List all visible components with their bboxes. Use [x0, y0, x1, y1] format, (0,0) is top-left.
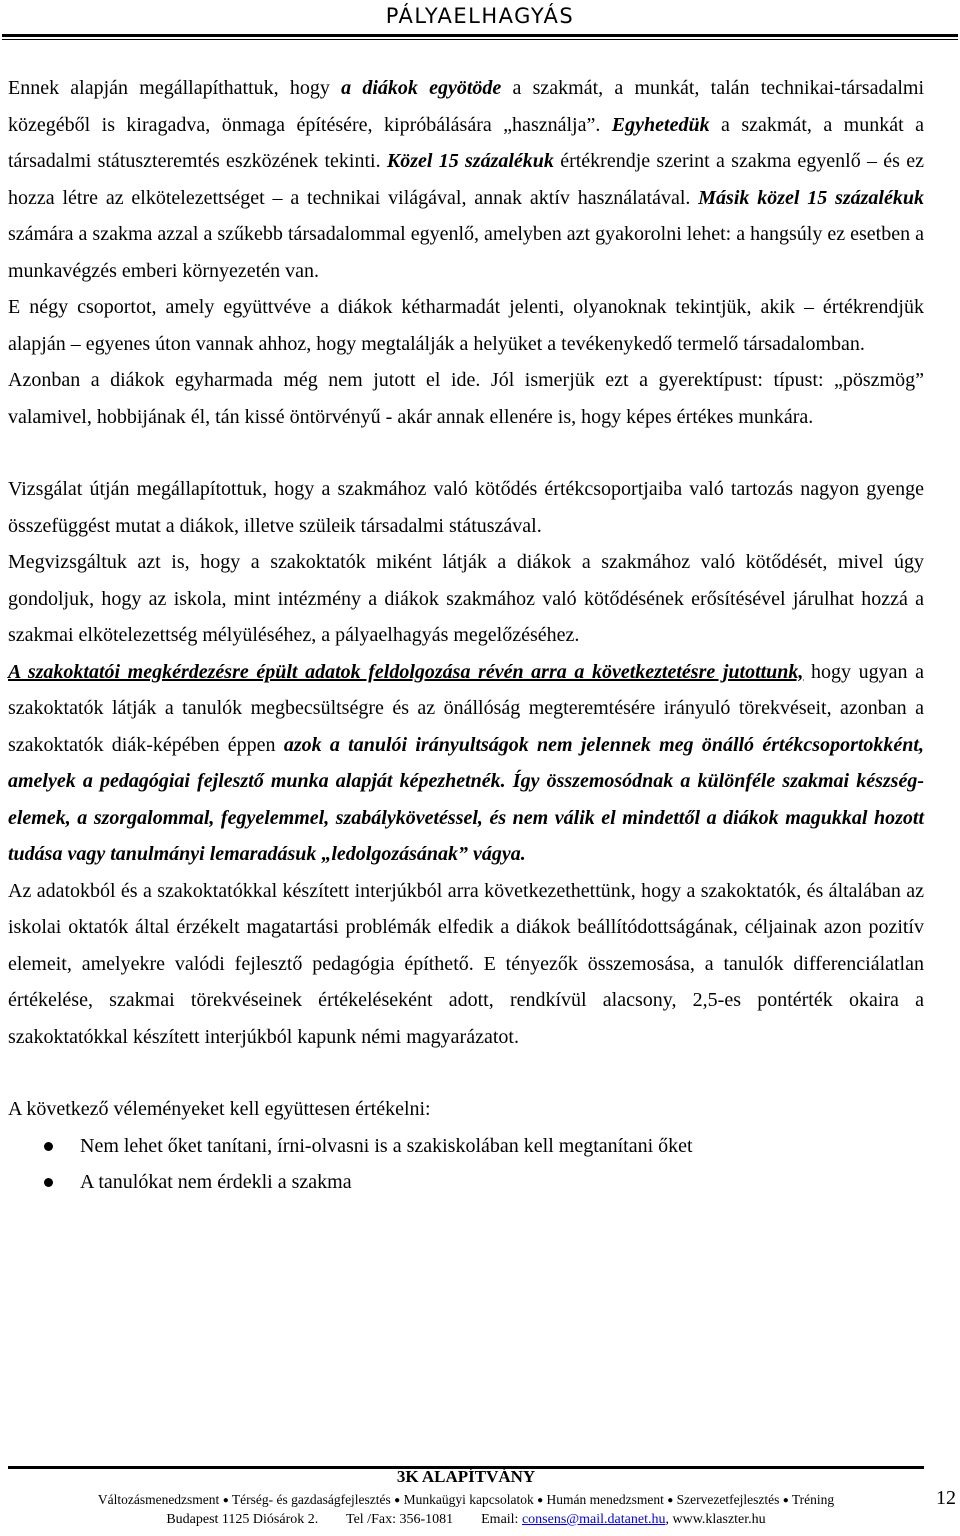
bullet-icon: ● [537, 1495, 544, 1506]
footer-email-label: Email: [481, 1512, 522, 1527]
header-title: PÁLYAELHAGYÁS [385, 4, 575, 28]
page-header [0, 0, 960, 38]
footer-address: Budapest 1125 Diósárok 2. [166, 1512, 319, 1527]
emphasis-underlined: A szakoktatói megkérdezésre épült adatok feldolgozása révén arra a következtetésre jutottunk, [8, 660, 804, 683]
paragraph-4: Vizsgálat útján megállapítottuk, hogy a szakmához való kötődés értékcsoportjaiba való tartozás nagyon gyenge összefüggést mutat a diákok, illetve szüleik társadalmi státuszával. [8, 478, 924, 537]
service-item: Humán menedzsment [546, 1492, 664, 1507]
header-rule [2, 34, 958, 37]
paragraph-3: Azonban a diákok egyharmada még nem jutott el ide. Jól ismerjük ezt a gyerektípust: típust: „pöszmög” valamivel, hobbijának él, tán kissé öntörvényű - akár annak ellenére is, hogy képes értékes munkára. [8, 369, 924, 428]
bullet-icon [44, 1142, 53, 1151]
service-item: Térség- és gazdaságfejlesztés [231, 1492, 391, 1507]
paragraph-8: A következő véleményeket kell együttesen értékelni: [8, 1098, 431, 1120]
bullet-icon: ● [667, 1495, 674, 1506]
bullet-icon [44, 1178, 53, 1187]
bullet-icon: ● [782, 1495, 789, 1506]
paragraph-6 [8, 654, 924, 873]
text: Ennek alapján megállapíthattuk, hogy [8, 77, 342, 99]
spacer [8, 1055, 924, 1091]
bullet-list [8, 1128, 924, 1201]
list-item-text: Nem lehet őket tanítani, írni-olvasni is a szakiskolában kell megtanítani őket [80, 1134, 693, 1157]
footer-contact [8, 1511, 924, 1529]
text: számára a szakma azzal a szűkebb társadalommal egyenlő, amelyben azt gyakorolni lehet: a hangsúly ez esetben a munkavégzés emberi környezetén van. [8, 223, 924, 282]
spacer [8, 435, 924, 471]
page-number: 12 [936, 1487, 956, 1509]
document-body [8, 70, 924, 1201]
text: a szakmát, a munkát a társadalmi státuszteremtés eszközének tekinti. [8, 113, 924, 172]
service-item: Változásmenedzsment [97, 1492, 220, 1507]
emphasis: azok a tanulói irányultságok nem jelennek meg önálló értékcsoportokként, amelyek a pedagógiai fejlesztő munka alapját képezhetnék. Így összemosódnak a különféle szakmai készség-elemek, a szorgalommal, fegyelemmel, szabálykövetéssel, és nem válik el mindettől a diákok magukkal hozott tudása vagy tanulmányi lemaradásuk „ledolgozásának” vágya. [8, 733, 924, 865]
emphasis: Közel 15 százalékuk [386, 150, 554, 172]
page-footer [0, 1462, 960, 1536]
paragraph-5: Megvizsgáltuk azt is, hogy a szakoktatók miként látják a diákok a szakmához való kötődését, mivel úgy gondoljuk, hogy az iskola, mint intézmény a diákok szakmához való kötődésének erősítésével járulhat hozzá a szakmai elkötelezettség mélyüléséhez, a pályaelhagyás megelőzéséhez. [8, 551, 924, 646]
footer-web: , www.klaszter.hu [665, 1512, 766, 1527]
header-rule-thin [2, 39, 958, 40]
service-item: Tréning [791, 1492, 835, 1507]
list-item [8, 1164, 924, 1201]
emphasis: a diákok egyötöde [341, 77, 502, 99]
email-link[interactable]: consens@mail.datanet.hu [521, 1512, 666, 1527]
service-item: Munkaügyi kapcsolatok [403, 1492, 534, 1507]
list-item-text: A tanulókat nem érdekli a szakma [80, 1171, 352, 1193]
emphasis: Másik közel 15 százalékuk [698, 186, 924, 209]
list-item [8, 1128, 924, 1165]
paragraph-2: E négy csoportot, amely együttvéve a diákok kétharmadát jelenti, olyanoknak tekintjük, akik – értékrendjük alapján – egyenes úton vannak ahhoz, hogy megtalálják a helyüket a tevékenykedő termelő társadalomban. [8, 296, 924, 355]
footer-phone: Tel /Fax: 356-1081 [346, 1512, 454, 1527]
footer-organization: 3K ALAPÍTVÁNY [396, 1467, 536, 1486]
text: értékrendje szerint a szakma egyenlő – és ez hozza létre az elkötelezettséget – a technikai világával, annak aktív használatával. [8, 150, 925, 209]
footer-services [8, 1491, 924, 1510]
emphasis: Egyhetedük [611, 113, 710, 136]
bullet-icon: ● [394, 1495, 401, 1506]
paragraph-7: Az adatokból és a szakoktatókkal készített interjúkból arra következethettünk, hogy a szakoktatók, és általában az iskolai oktatók által érzékelt magatartási problémák elfedik a diákok beállítódottságának, céljainak azon pozitív elemeit, amelyekre valódi fejlesztő pedagógia építhető. E tényezők összemosása, a tanulók differenciálatlan értékelése, szakmai törekvéseinek értékeléseként adott, rendkívül alacsony, 2,5-es pontérték okaira a szakoktatókkal készített interjúkból kapunk némi magyarázatot. [8, 879, 924, 1048]
text: hogy ugyan a szakoktatók látják a tanulók megbecsültségre és az önállóság megteremtésére irányuló törekvéseit, azonban a szakoktatók diák-képében éppen [8, 660, 924, 756]
bullet-icon: ● [222, 1495, 229, 1506]
service-item: Szervezetfejlesztés [676, 1492, 780, 1507]
paragraph-1 [8, 70, 924, 289]
text: a szakmát, a munkát, talán technikai-társadalmi közegéből is kiragadva, önmaga építésére, kipróbálására „használja”. [8, 77, 924, 136]
